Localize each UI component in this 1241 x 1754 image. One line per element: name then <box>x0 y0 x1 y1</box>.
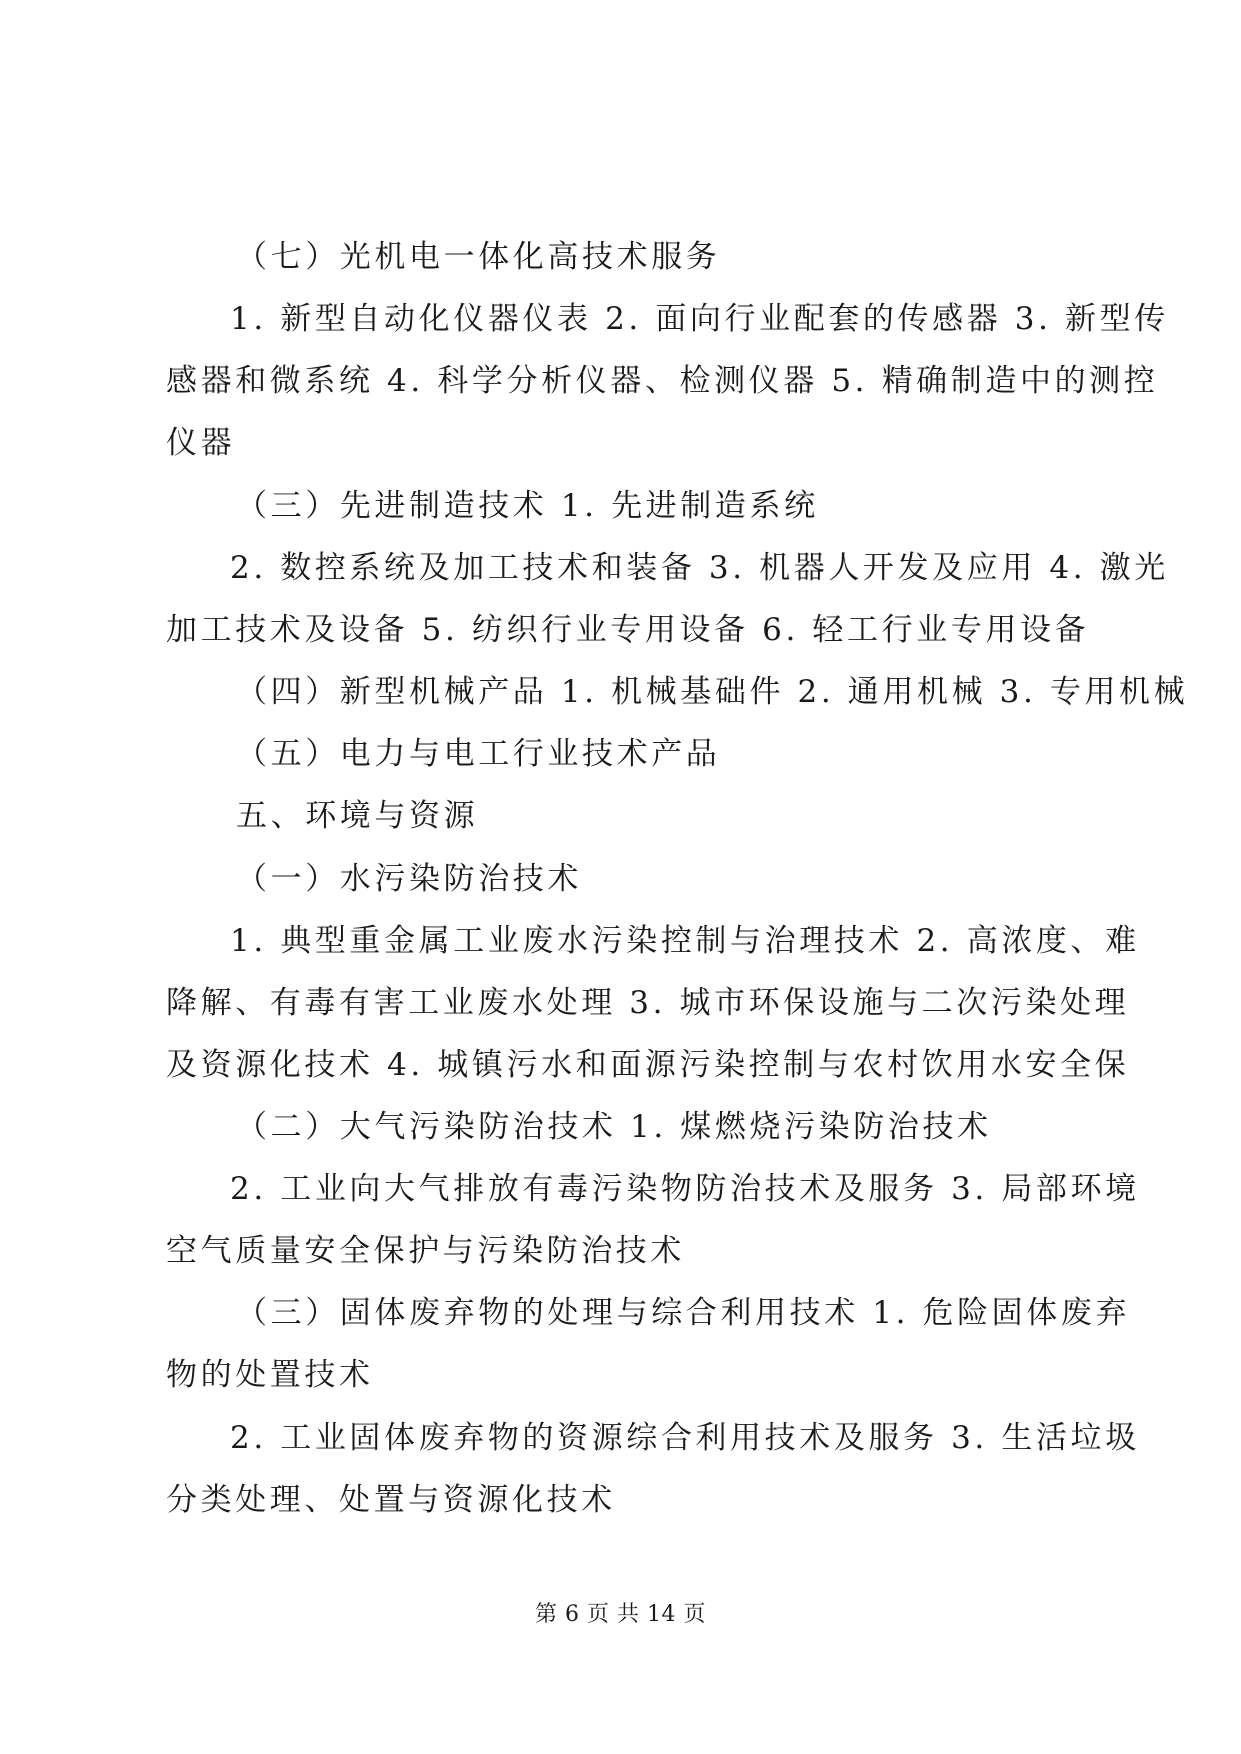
paragraph-line: 2. 数控系统及加工技术和装备 3. 机器人开发及应用 4. 激光 <box>230 550 1169 586</box>
paragraph-line: 1. 新型自动化仪器仪表 2. 面向行业配套的传感器 3. 新型传 <box>230 301 1169 337</box>
section-heading-7: （七）光机电一体化高技术服务 <box>236 239 721 275</box>
paragraph-line: 降解、有毒有害工业废水处理 3. 城市环保设施与二次污染处理 <box>166 985 1130 1021</box>
section-heading-3: （三）先进制造技术 1. 先进制造系统 <box>236 488 819 524</box>
section-heading-2: （二）大气污染防治技术 1. 煤燃烧污染防治技术 <box>236 1109 992 1145</box>
paragraph-line: 加工技术及设备 5. 纺织行业专用设备 6. 轻工行业专用设备 <box>166 612 1090 648</box>
section-heading-3b: （三）固体废弃物的处理与综合利用技术 1. 危险固体废弃 <box>236 1295 1131 1331</box>
paragraph-line: 2. 工业固体废弃物的资源综合利用技术及服务 3. 生活垃圾 <box>230 1420 1140 1456</box>
paragraph-line: 感器和微系统 4. 科学分析仪器、检测仪器 5. 精确制造中的测控 <box>166 363 1159 399</box>
paragraph-line: 1. 典型重金属工业废水污染控制与治理技术 2. 高浓度、难 <box>230 923 1140 959</box>
section-heading-4: （四）新型机械产品 1. 机械基础件 2. 通用机械 3. 专用机械 <box>236 674 1189 710</box>
paragraph-line: 2. 工业向大气排放有毒污染物防治技术及服务 3. 局部环境 <box>230 1171 1140 1207</box>
paragraph-line: 及资源化技术 4. 城镇污水和面源污染控制与农村饮用水安全保 <box>166 1047 1130 1083</box>
section-heading-5: （五）电力与电工行业技术产品 <box>236 736 721 772</box>
section-heading-1: （一）水污染防治技术 <box>236 861 582 897</box>
paragraph-line: 物的处置技术 <box>166 1357 374 1393</box>
paragraph-line: 分类处理、处置与资源化技术 <box>166 1482 616 1518</box>
paragraph-line: 空气质量安全保护与污染防治技术 <box>166 1233 685 1269</box>
page-number-footer: 第 6 页 共 14 页 <box>535 1602 706 1627</box>
chapter-heading: 五、环境与资源 <box>236 798 479 834</box>
paragraph-line: 仪器 <box>166 425 236 461</box>
